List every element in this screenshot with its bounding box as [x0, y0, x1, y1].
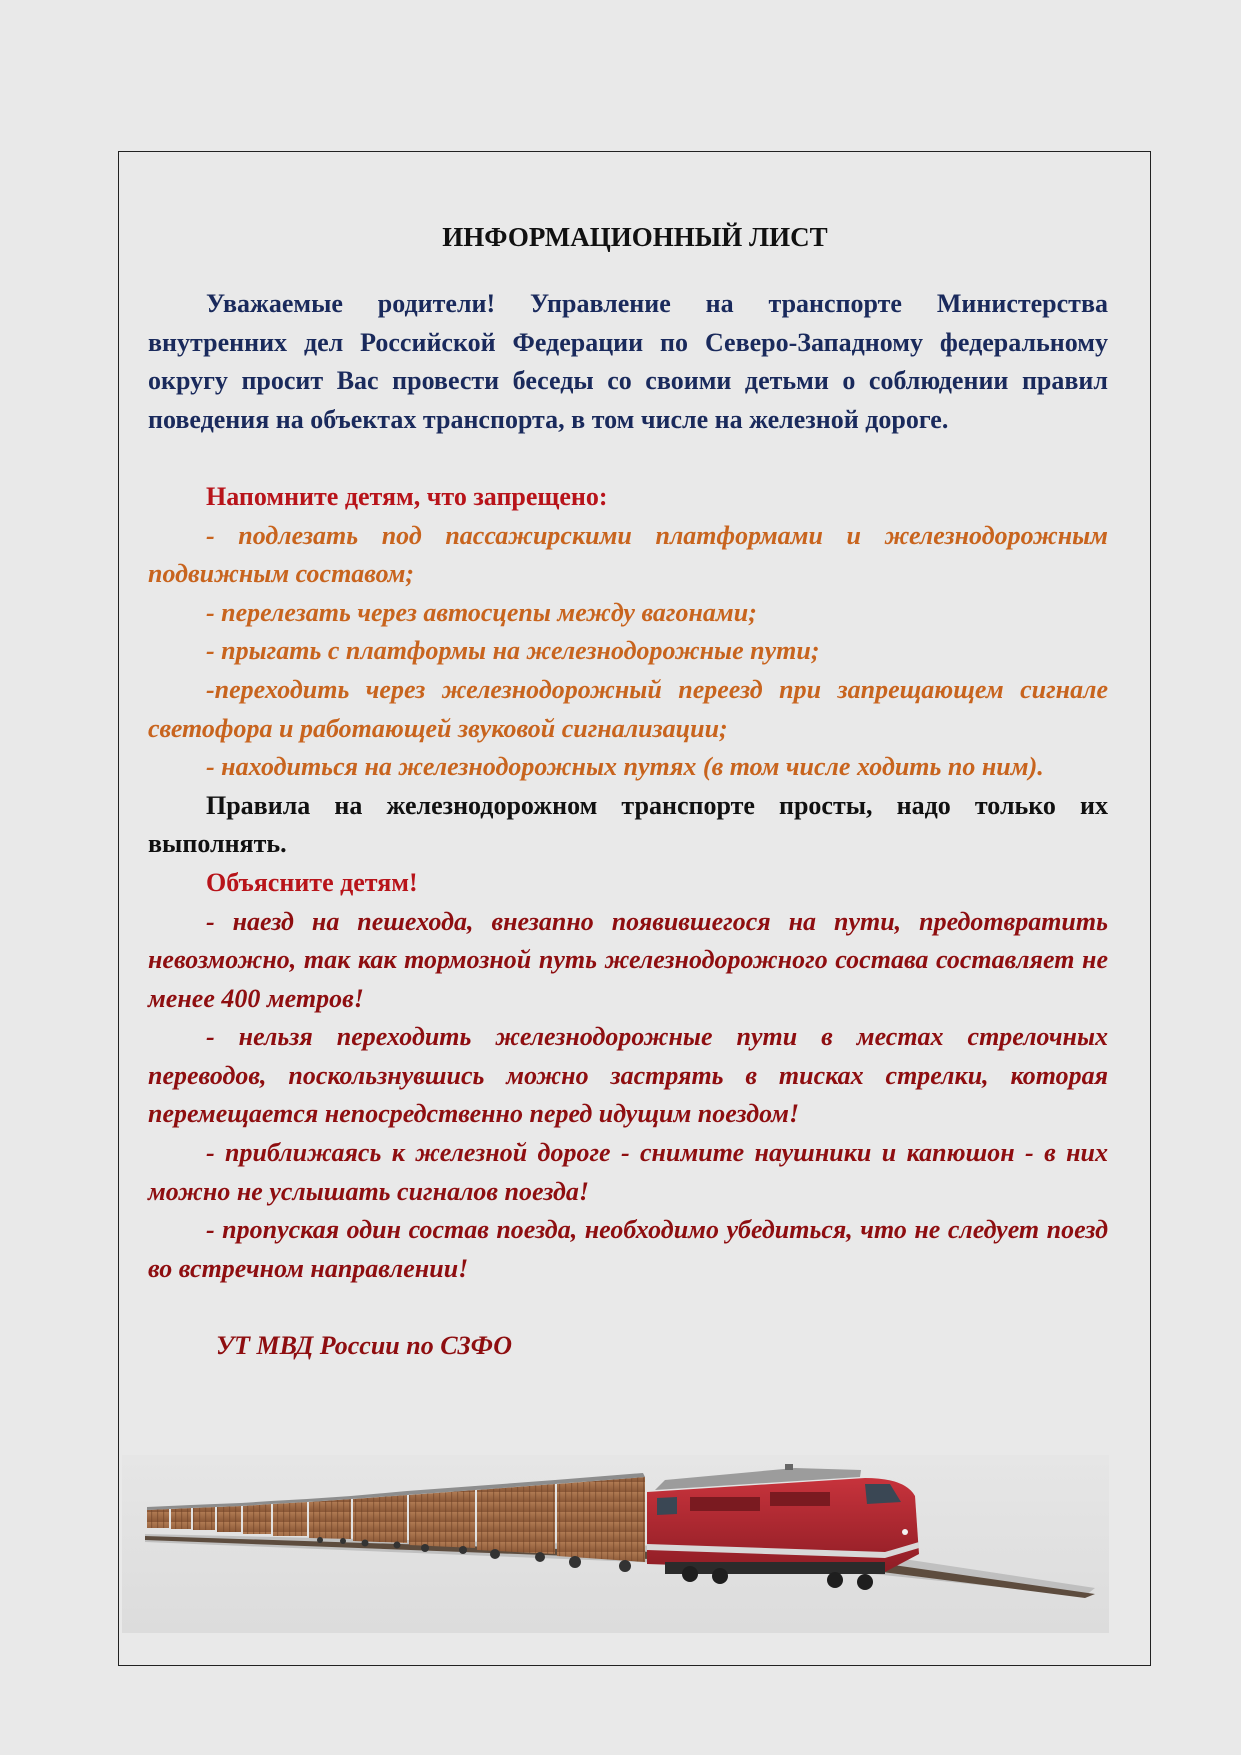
document-body: [148, 285, 1108, 1366]
prohibited-item: - перелезать через автосцепы между вагонами;: [206, 597, 757, 627]
rules-note: Правила на железнодорожном транспорте просты, надо только их выполнять.: [148, 790, 1108, 859]
explain-item: - приближаясь к железной дороге - снимите наушники и капюшон - в них можно не услышать сигналов поезда!: [148, 1138, 1108, 1206]
document-title: ИНФОРМАЦИОННЫЙ ЛИСТ: [442, 222, 828, 252]
explain-item: - наезд на пешехода, внезапно появившегося на пути, предотвратить невозможно, так как тормозной путь железнодорожного состава составляет не менее 400 метров!: [148, 906, 1108, 1013]
explain-heading: Объясните детям!: [206, 867, 418, 897]
explain-item: - пропуская один состав поезда, необходимо убедиться, что не следует поезд во встречном направлении!: [148, 1215, 1108, 1283]
explain-item: - нельзя переходить железнодорожные пути в местах стрелочных переводов, поскользнувшись можно застрять в тисках стрелки, которая перемещается непосредственно перед идущим поездом!: [148, 1022, 1108, 1129]
prohibited-heading: Напомните детям, что запрещено:: [206, 481, 608, 511]
intro-paragraph: Уважаемые родители! Управление на транспорте Министерства внутренних дел Российской Федерации по Северо-Западному федеральному округу просит Вас провести беседы со своими детьми о соблюдении правил поведения на объектах транспорта, в том числе на железной дороге.: [148, 289, 1108, 434]
prohibited-item: -переходить через железнодорожный переезд при запрещающем сигнале светофора и работающей звуковой сигнализации;: [148, 674, 1108, 743]
signature: УТ МВД России по СЗФО: [216, 1331, 512, 1361]
prohibited-item: - находиться на железнодорожных путях (в том числе ходить по ним).: [206, 752, 1044, 782]
prohibited-item: - прыгать с платформы на железнодорожные пути;: [206, 636, 820, 666]
train-illustration: [145, 1462, 1105, 1612]
prohibited-item: - подлезать под пассажирскими платформами и железнодорожным подвижным составом;: [148, 520, 1108, 589]
locomotive: [647, 1464, 919, 1590]
